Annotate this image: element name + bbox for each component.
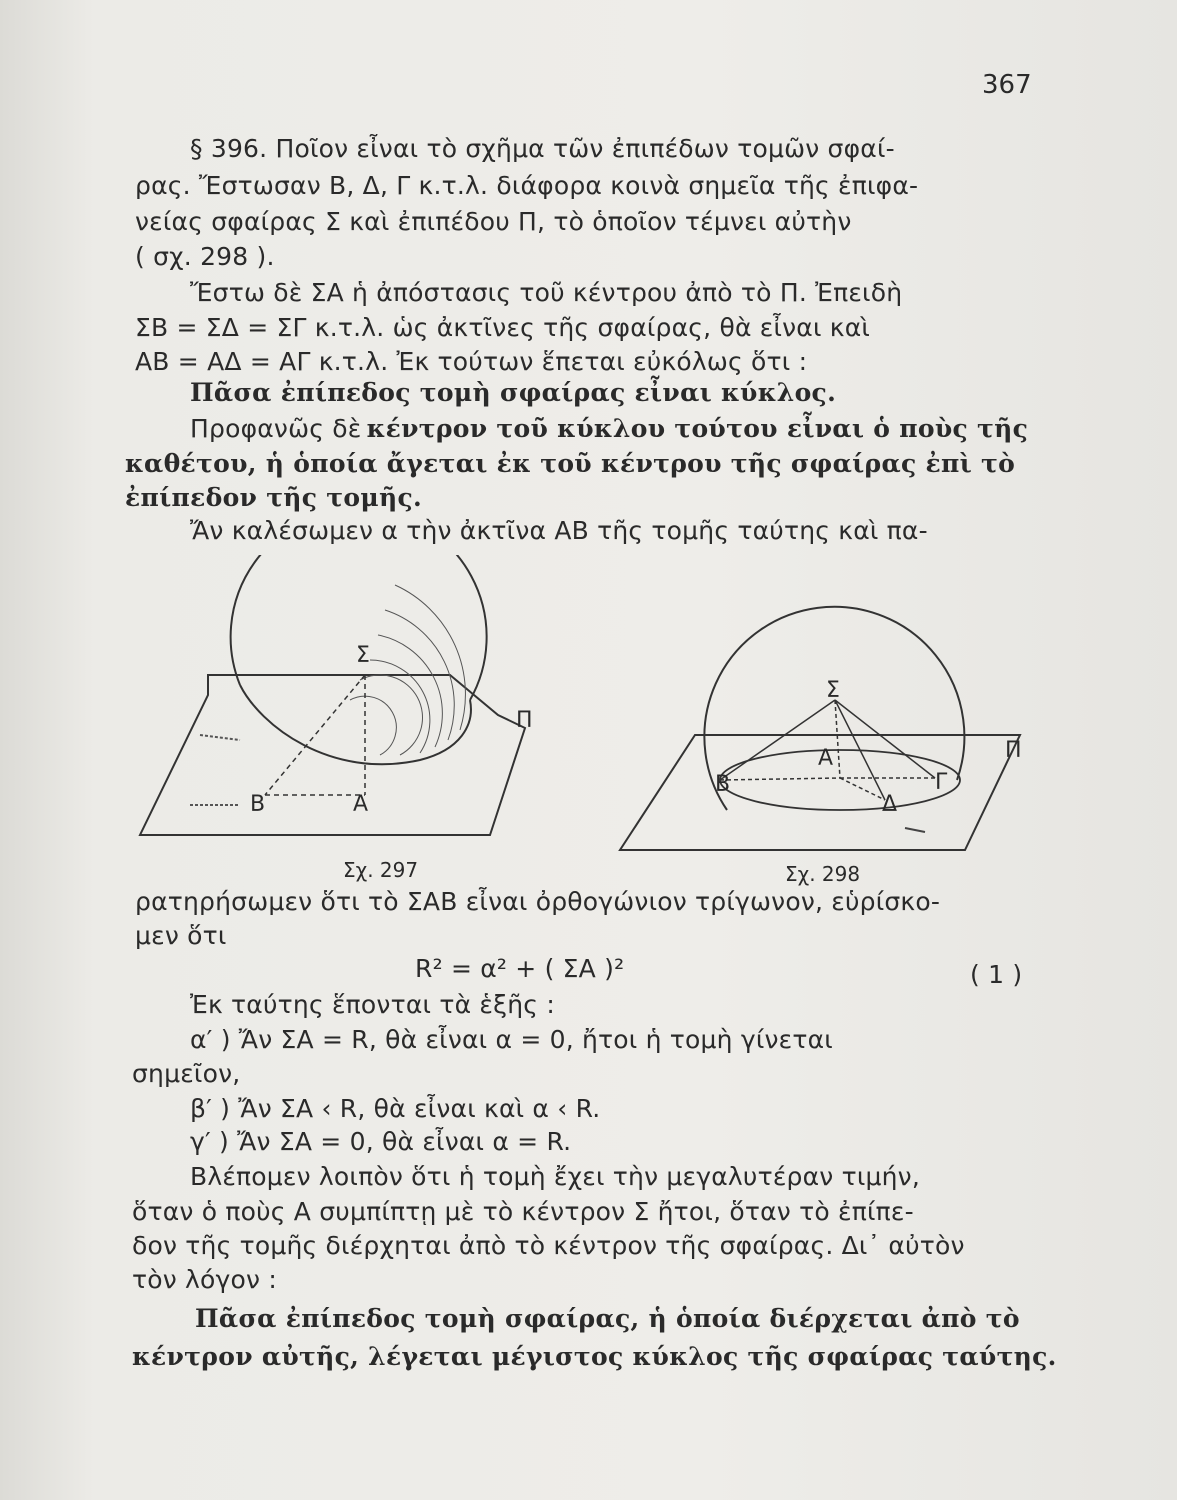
theorem-line: Πᾶσα ἐπίπεδος τομὴ σφαίρας, ἡ ὁποία διέρχεται ἀπὸ τὸ: [195, 1304, 1020, 1333]
text-line: β′ ) Ἄν ΣΑ ‹ R, θὰ εἶναι καὶ α ‹ R.: [190, 1094, 601, 1123]
figure-caption: Σχ. 297: [343, 858, 419, 882]
text-line: Ἔστω δὲ ΣΑ ἡ ἀπόστασις τοῦ κέντρου ἀπὸ τὸ Π. Ἐπειδὴ: [190, 278, 903, 307]
label-sigma: Σ: [826, 678, 840, 703]
text-line: δον τῆς τομῆς διέρχηται ἀπὸ τὸ κέντρον τῆς σφαίρας. Δι᾽ αὐτὸν: [132, 1231, 965, 1260]
text-line: μεν ὅτι: [135, 921, 227, 950]
figure-297: [130, 555, 560, 885]
label-pi: Π: [1005, 738, 1022, 763]
label-sigma: Σ: [356, 643, 370, 668]
label-d: Δ: [882, 792, 898, 817]
text-line: Βλέπομεν λοιπὸν ὅτι ἡ τομὴ ἔχει τὴν μεγαλυτέραν τιμήν,: [190, 1162, 920, 1191]
text-line: ὅταν ὁ ποὺς Α συμπίπτῃ μὲ τὸ κέντρον Σ ἤτοι, ὅταν τὸ ἐπίπε-: [132, 1197, 914, 1226]
text-line: [190, 414, 1028, 443]
theorem-line: Πᾶσα ἐπίπεδος τομὴ σφαίρας εἶναι κύκλος.: [190, 378, 837, 407]
text-line: ΑΒ = ΑΔ = ΑΓ κ.τ.λ. Ἐκ τούτων ἕπεται εὐκόλως ὅτι :: [135, 347, 808, 376]
text-line: Ἐκ ταύτης ἕπονται τὰ ἑξῆς :: [190, 990, 555, 1019]
text-line: ρατηρήσωμεν ὅτι τὸ ΣΑΒ εἶναι ὀρθογώνιον τρίγωνον, εὑρίσκο-: [135, 887, 941, 916]
label-a: Α: [818, 746, 834, 771]
text-line: ( σχ. 298 ).: [135, 242, 275, 271]
text-line: Ἄν καλέσωμεν α τὴν ἀκτῖνα ΑΒ τῆς τομῆς ταύτης καὶ πα-: [190, 516, 928, 545]
page-number: 367: [982, 70, 1032, 100]
text-line: § 396. Ποῖον εἶναι τὸ σχῆμα τῶν ἐπιπέδων τομῶν σφαί-: [190, 134, 895, 163]
text-line: ρας. Ἔστωσαν Β, Δ, Γ κ.τ.λ. διάφορα κοινὰ σημεῖα τῆς ἐπιφα-: [135, 171, 919, 200]
label-g: Γ: [935, 770, 948, 795]
theorem-line: κέντρον αὐτῆς, λέγεται μέγιστος κύκλος τῆς σφαίρας ταύτης.: [132, 1342, 1057, 1371]
equation-number: ( 1 ): [970, 960, 1023, 989]
theorem-line: ἐπίπεδον τῆς τομῆς.: [125, 483, 423, 512]
label-b: Β: [715, 772, 731, 797]
text-line: νείας σφαίρας Σ καὶ ἐπιπέδου Π, τὸ ὁποῖον τέμνει αὐτὴν: [135, 207, 852, 236]
label-b: Β: [250, 792, 266, 817]
label-pi: Π: [516, 708, 533, 733]
text-line: σημεῖον,: [132, 1059, 241, 1088]
text-line: τὸν λόγον :: [132, 1265, 277, 1294]
text-line: α′ ) Ἄν ΣΑ = R, θὰ εἶναι α = 0, ἤτοι ἡ τομὴ γίνεται: [190, 1025, 833, 1054]
text-span: Προφανῶς δὲ: [190, 414, 362, 443]
equation: R² = α² + ( ΣΑ )²: [415, 954, 625, 983]
label-a: Α: [353, 792, 369, 817]
figure-298: [615, 560, 1035, 860]
text-line: γ′ ) Ἄν ΣΑ = 0, θὰ εἶναι α = R.: [190, 1127, 572, 1156]
text-line: ΣΒ = ΣΔ = ΣΓ κ.τ.λ. ὡς ἀκτῖνες τῆς σφαίρας, θὰ εἶναι καὶ: [135, 313, 871, 342]
theorem-line: καθέτου, ἡ ὁποία ἄγεται ἐκ τοῦ κέντρου τῆς σφαίρας ἐπὶ τὸ: [125, 449, 1016, 478]
bold-span: κέντρον τοῦ κύκλου τούτου εἶναι ὁ ποὺς τῆς: [366, 414, 1029, 443]
figure-caption: Σχ. 298: [785, 862, 861, 886]
